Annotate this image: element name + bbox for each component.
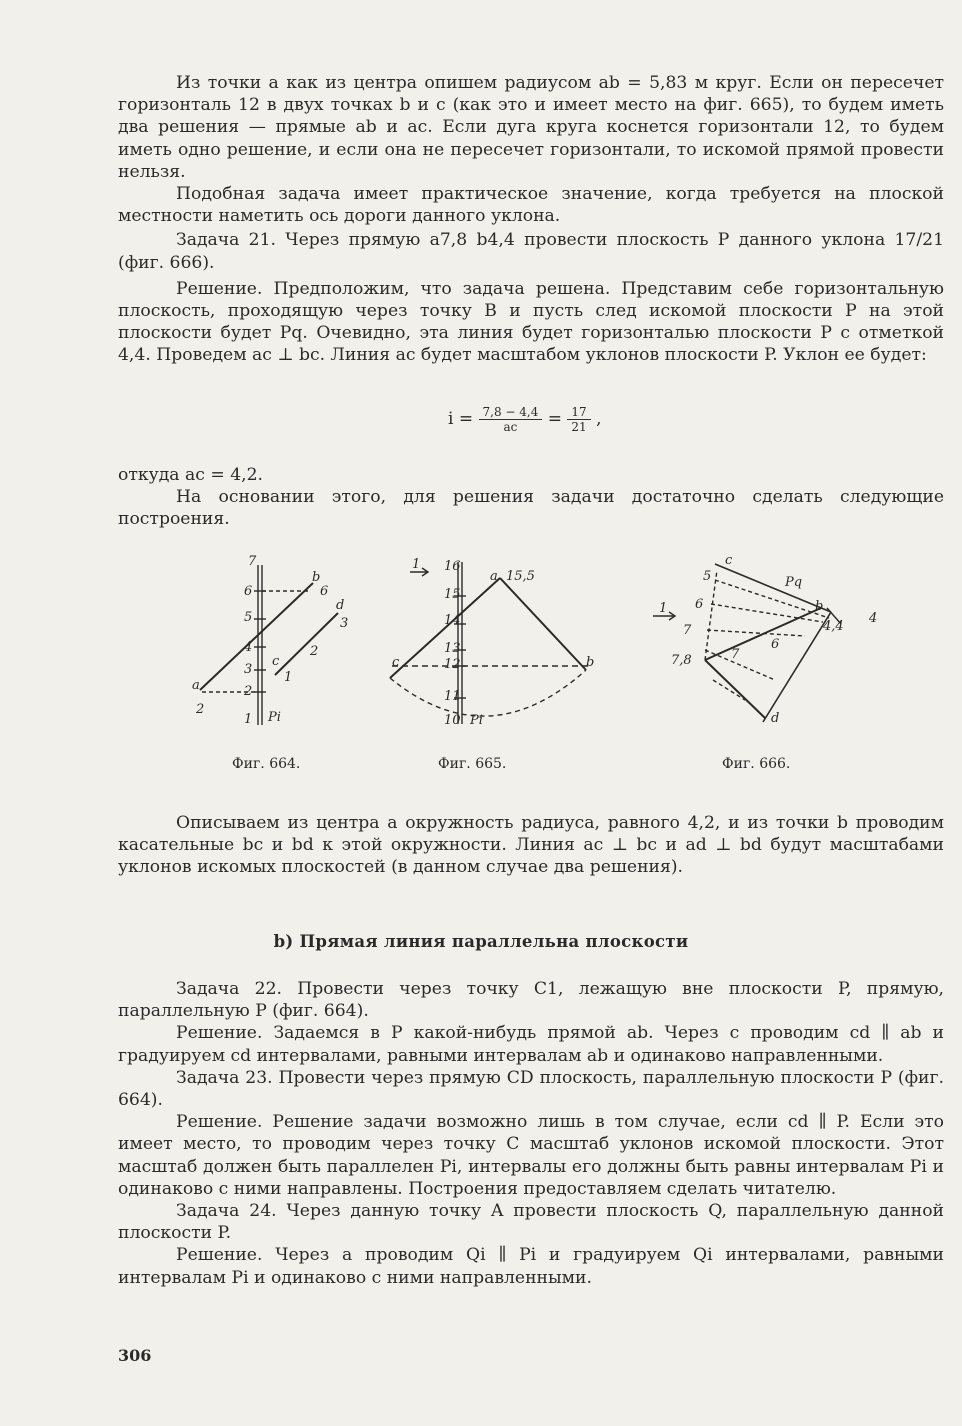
figure-665 bbox=[392, 557, 610, 738]
section-title: b) Прямая линия параллельна плоскости bbox=[273, 932, 689, 951]
fig666-label: 1 bbox=[659, 601, 668, 616]
task-21: Задача 21. Через прямую a7,8 b4,4 провести плоскость P данного уклона 17/21 (фиг. 666). bbox=[118, 230, 944, 273]
text-block-bottom bbox=[118, 978, 944, 1289]
fig665-label: 12 bbox=[444, 657, 461, 672]
paragraph-4: Описываем из центра a окружность радиуса, равного 4,2, и из точки b проводим касательные bc и bd к этой окружности. Линия ac ⊥ bc и ad ⊥ bd будут масштабами уклонов искомых плоскостей (в данном случае два решения). bbox=[118, 813, 944, 878]
fig666-label: c bbox=[725, 553, 733, 568]
formula-lhs: i = bbox=[448, 409, 474, 429]
formula-num-1: 7,8 − 4,4 bbox=[479, 405, 543, 420]
fig665-label: 16 bbox=[444, 559, 461, 574]
fig665-label: 11 bbox=[444, 689, 461, 704]
fig665-label: 13 bbox=[444, 641, 461, 656]
fig666-label: 5 bbox=[703, 569, 712, 584]
solution-24: Решение. Через a проводим Qi ∥ Pi и градуируем Qi интервалами, равными интервалам Pi и одинаково с ними направленными. bbox=[118, 1245, 944, 1288]
figure-664 bbox=[180, 555, 360, 735]
fig665-label: 1 bbox=[412, 557, 421, 572]
fig665-label: 10 bbox=[444, 713, 461, 728]
fig664-label: d bbox=[336, 598, 345, 613]
task-23: Задача 23. Провести через прямую CD плоскость, параллельную плоскости P (фиг. 664). bbox=[118, 1067, 944, 1111]
fig664-label: b bbox=[312, 570, 321, 585]
fig665-label: 15,5 bbox=[506, 569, 535, 584]
formula-fraction-2 bbox=[567, 405, 590, 434]
formula-num-2: 17 bbox=[567, 405, 590, 420]
fig665-arc bbox=[390, 670, 586, 716]
text-block-top bbox=[118, 72, 944, 367]
fig664-label: Pi bbox=[268, 710, 281, 725]
paragraph-3: На основании этого, для решения задачи достаточно сделать следующие построения. bbox=[118, 487, 944, 530]
fig664-label: 4 bbox=[244, 640, 253, 655]
fig665-label: 14 bbox=[444, 613, 461, 628]
fig666-label: 6 bbox=[771, 637, 780, 652]
fig665-line-ab bbox=[500, 578, 586, 670]
caption-664: Фиг. 664. bbox=[232, 756, 301, 772]
after-formula: откуда ac = 4,2. bbox=[118, 465, 264, 485]
fig664-label: 2 bbox=[196, 702, 205, 717]
fig665-label: 15 bbox=[444, 587, 461, 602]
fig664-label: 3 bbox=[244, 662, 253, 677]
fig664-label: 1 bbox=[284, 670, 293, 685]
fig665-label: c bbox=[392, 655, 400, 670]
paragraph-1: Из точки a как из центра опишем радиусом ab = 5,83 м круг. Если он пересечет горизонталь 12 в двух точках b и c (как это и имеет место на фиг. 665), то будем иметь два решения — прямые ab и ac. Если дуга круга коснется горизонтали 12, то будем иметь одно решение, и если она не пересечет горизонтали, то искомой прямой провести нельзя. bbox=[118, 73, 944, 182]
fig665-label: b bbox=[586, 655, 595, 670]
formula-eq: = bbox=[547, 409, 563, 429]
fig664-label: 6 bbox=[244, 584, 253, 599]
fig664-label: 1 bbox=[244, 712, 253, 727]
task-24: Задача 24. Через данную точку A провести плоскость Q, параллельную данной плоскости P. bbox=[118, 1201, 944, 1244]
paragraph-2: Подобная задача имеет практическое значение, когда требуется на плоской местности наметить ось дороги данного уклона. bbox=[118, 184, 944, 227]
task-22: Задача 22. Провести через точку C1, лежащую вне плоскости P, прямую, параллельную P (фиг. 664). bbox=[118, 979, 944, 1022]
fig666-dash-2 bbox=[711, 604, 823, 622]
fig666-line-cb bbox=[715, 564, 831, 612]
formula-fraction-1 bbox=[479, 405, 543, 434]
fig666-label: 6 bbox=[695, 597, 704, 612]
fig666-label: 7 bbox=[731, 647, 740, 662]
fig664-line-cd bbox=[275, 613, 338, 675]
fig666-label: b bbox=[815, 599, 824, 614]
text-block-middle bbox=[118, 812, 944, 879]
fig666-dash-3 bbox=[707, 630, 805, 636]
fig664-line-ab bbox=[200, 583, 313, 690]
fig664-label: 2 bbox=[244, 684, 253, 699]
fig666-label: d bbox=[771, 711, 780, 726]
fig666-label: 7,8 bbox=[671, 653, 692, 668]
fig666-label: 4,4 bbox=[823, 619, 844, 634]
page-number: 306 bbox=[118, 1346, 152, 1365]
fig666-label: 7 bbox=[683, 623, 692, 638]
caption-666: Фиг. 666. bbox=[722, 756, 791, 772]
fig666-line-ad bbox=[705, 660, 765, 718]
formula-den-2: 21 bbox=[571, 420, 587, 434]
formula-den-1: ac bbox=[503, 420, 518, 434]
text-block-after-formula bbox=[118, 464, 944, 531]
formula-tail: , bbox=[596, 409, 602, 429]
caption-665: Фиг. 665. bbox=[438, 756, 507, 772]
fig664-label: 2 bbox=[310, 644, 319, 659]
fig664-label: 3 bbox=[340, 616, 349, 631]
fig666-label: 4 bbox=[869, 611, 878, 626]
fig666-label: Pq bbox=[785, 575, 803, 590]
solution-23: Решение. Решение задачи возможно лишь в том случае, если cd ∥ P. Если это имеет место, то проводим через точку C масштаб уклонов искомой плоскости. Этот масштаб должен быть параллелен Pi, интервалы его должны быть равны интервалам Pi и одинаково с ними направлены. Построения предоставляем сделать читателю. bbox=[118, 1112, 944, 1199]
fig664-label: a bbox=[192, 678, 200, 693]
fig665-label: Pi bbox=[470, 713, 483, 728]
fig664-label: 5 bbox=[244, 610, 253, 625]
solution-21: Решение. Предположим, что задача решена. Представим себе горизонтальную плоскость, проходящую через точку B и пусть след искомой плоскости P на этой плоскости будет Pq. Очевидно, эта линия будет горизонталью плоскости P с отметкой 4,4. Проведем ac ⊥ bc. Линия ac будет масштабом уклонов плоскости P. Уклон ее будет: bbox=[118, 278, 944, 366]
solution-22: Решение. Задаемся в P какой-нибудь прямой ab. Через c проводим cd ∥ ab и градуируем cd интервалами, равными интервалам ab и одинаково направленными. bbox=[118, 1023, 944, 1066]
figure-666 bbox=[645, 550, 885, 740]
formula bbox=[448, 405, 602, 434]
fig664-label: 7 bbox=[248, 554, 257, 569]
fig664-label: c bbox=[272, 654, 280, 669]
fig664-label: 6 bbox=[320, 584, 329, 599]
fig665-label: a bbox=[490, 569, 498, 584]
